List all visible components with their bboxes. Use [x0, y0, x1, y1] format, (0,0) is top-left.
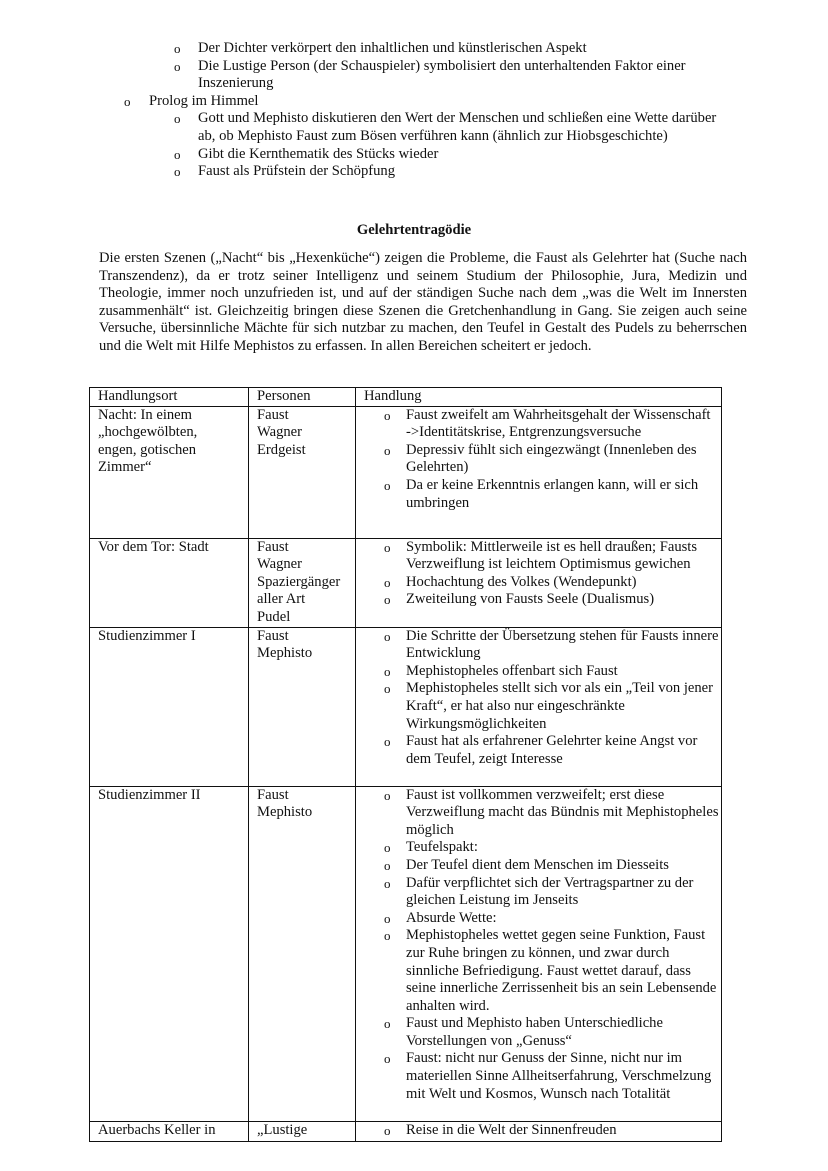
person-name: Mephisto	[257, 645, 313, 662]
person-name: Erdgeist	[257, 441, 306, 458]
table-row	[90, 1121, 722, 1141]
handlung-item: o Da er keine Erkenntnis erlangen kann, will er sich umbringen	[356, 477, 721, 512]
person-name: aller Art	[257, 591, 306, 608]
cell-handlung	[356, 538, 722, 627]
handlung-item: o Faust und Mephisto haben Unterschiedliche Vorstellungen von „Genuss“	[356, 1015, 721, 1050]
handlung-item: ->Identitätskrise, Entgrenzungsversuche	[406, 424, 642, 441]
person-name: Wagner	[257, 556, 303, 573]
handlung-item: o Mephistopheles offenbart sich Faust	[356, 663, 721, 681]
ort-line: „hochgewölbten,	[98, 424, 198, 441]
cell-handlungsort	[90, 406, 249, 538]
cell-handlung	[356, 627, 722, 786]
sublist-prolog-himmel	[0, 110, 828, 180]
handlung-list	[356, 628, 721, 769]
sublist-prolog-vorspiel	[0, 40, 828, 93]
list-item: o Gibt die Kernthematik des Stücks wieder	[0, 146, 718, 164]
cell-personen	[249, 538, 356, 627]
section-heading: Gelehrtentragödie	[356, 222, 472, 238]
table-header-row	[90, 388, 722, 407]
cell-handlungsort	[90, 786, 249, 1121]
person-name: Spaziergänger	[257, 573, 341, 590]
list-item: o Faust als Prüfstein der Schöpfung	[0, 163, 718, 181]
handlung-item: o Faust hat als erfahrener Gelehrter keine Angst vor dem Teufel, zeigt Interesse	[356, 733, 721, 768]
handlung-list	[356, 787, 721, 1104]
handlung-list	[356, 539, 721, 609]
handlung-item: o Mephistopheles stellt sich vor als ein „Teil von jener Kraft“, er hat also nur eingeschränkte Wirkungsmöglichkeiten	[356, 680, 721, 733]
table-row	[90, 538, 722, 627]
column-header-handlungsort: Handlungsort	[90, 388, 249, 407]
table-row	[90, 406, 722, 538]
ort-line: Studienzimmer I	[98, 627, 196, 644]
cell-handlung	[356, 406, 722, 538]
table-row	[90, 786, 722, 1121]
cell-personen	[249, 406, 356, 538]
person-name: „Lustige	[257, 1121, 308, 1138]
cell-personen	[249, 786, 356, 1121]
handlung-item: o Teufelspakt:	[356, 839, 721, 857]
handlung-item: o Zweiteilung von Fausts Seele (Dualismus)	[356, 591, 721, 609]
handlung-item: o Hochachtung des Volkes (Wendepunkt)	[356, 574, 721, 592]
scene-table	[89, 387, 722, 1142]
cell-handlungsort	[90, 538, 249, 627]
intro-paragraph: Die ersten Szenen („Nacht“ bis „Hexenküche“) zeigen die Probleme, die Faust als Gelehrter hat (Suche nach Transzendenz), da er trotz seiner Intelligenz und seinem Studium der Philosophie, Jura, Medizin und Theologie, immer noch unzufrieden ist, und auf der ständigen Suche nach dem „was die Welt im Innersten zusammenhält“ ist. Gleichzeitig bringen diese Szenen die Gretchenhandlung in Gang. Sie zeigen auch seine Versuche, übersinnliche Mächte für sich nutzbar zu machen, den Teufel in Gestalt des Pudels zu beherrschen und die Welt mit Hilfe Mephistos zu erfassen. In allen Bereichen scheitert er jedoch.	[99, 250, 747, 354]
cell-handlung	[356, 786, 722, 1121]
ort-line: Auerbachs Keller in	[98, 1121, 216, 1138]
list-item-prolog: o Prolog im Himmel	[0, 93, 828, 111]
handlung-item: o Faust ist vollkommen verzweifelt; erst diese Verzweiflung macht das Bündnis mit Mephistopheles möglich	[356, 787, 721, 840]
list-item: o Der Dichter verkörpert den inhaltlichen und künstlerischen Aspekt	[0, 40, 718, 58]
column-header-personen: Personen	[249, 388, 356, 407]
handlung-list	[356, 407, 721, 513]
person-name: Mephisto	[257, 804, 313, 821]
outline-list	[0, 40, 828, 181]
person-name: Pudel	[257, 608, 291, 625]
column-header-handlung: Handlung	[356, 388, 722, 407]
handlung-item: o Faust zweifelt am Wahrheitsgehalt der Wissenschaft	[356, 407, 721, 425]
cell-handlungsort	[90, 1121, 249, 1141]
handlung-item: o Reise in die Welt der Sinnenfreuden	[356, 1122, 721, 1140]
table-body	[90, 406, 722, 1141]
ort-line: Vor dem Tor: Stadt	[98, 538, 209, 555]
person-name: Faust	[257, 538, 289, 555]
cell-personen	[249, 1121, 356, 1141]
list-item: o Gott und Mephisto diskutieren den Wert der Menschen und schließen eine Wette darüber ab, ob Mephisto Faust zum Bösen verführen kann (ähnlich zur Hiobsgeschichte)	[0, 110, 718, 145]
handlung-item: o Der Teufel dient dem Menschen im Diesseits	[356, 857, 721, 875]
handlung-item: o Absurde Wette:	[356, 910, 721, 928]
handlung-item: o Depressiv fühlt sich eingezwängt (Innenleben des Gelehrten)	[356, 442, 721, 477]
handlung-item: o Mephistopheles wettet gegen seine Funktion, Faust zur Ruhe bringen zu können, und zwar durch sinnliche Befriedigung. Faust wettet darauf, dass seine innerliche Zerrissenheit bis an sein Lebensende anhalten wird.	[356, 927, 721, 1015]
list-level-1	[0, 93, 828, 111]
table-row	[90, 627, 722, 786]
person-name: Faust	[257, 627, 289, 644]
handlung-item: o Dafür verpflichtet sich der Vertragspartner zu der gleichen Leistung im Jenseits	[356, 875, 721, 910]
handlung-item: o Die Schritte der Übersetzung stehen für Fausts innere Entwicklung	[356, 628, 721, 663]
handlung-item: o Symbolik: Mittlerweile ist es hell draußen; Fausts Verzweiflung ist leichtem Optimismus gewichen	[356, 539, 721, 574]
person-name: Faust	[257, 406, 289, 423]
ort-line: engen, gotischen	[98, 441, 197, 458]
list-item: o Die Lustige Person (der Schauspieler) symbolisiert den unterhaltenden Faktor einer Inszenierung	[0, 58, 718, 93]
ort-line: Zimmer“	[98, 459, 152, 476]
ort-line: Nacht: In einem	[98, 406, 193, 423]
ort-line: Studienzimmer II	[98, 786, 201, 803]
cell-handlungsort	[90, 627, 249, 786]
cell-handlung	[356, 1121, 722, 1141]
person-name: Wagner	[257, 424, 303, 441]
handlung-item: o Faust: nicht nur Genuss der Sinne, nicht nur im materiellen Sinne Allheitserfahrung, Verschmelzung mit Welt und Kosmos, Wunsch nach Totalität	[356, 1050, 721, 1103]
person-name: Faust	[257, 786, 289, 803]
cell-personen	[249, 627, 356, 786]
handlung-list	[356, 1122, 721, 1140]
